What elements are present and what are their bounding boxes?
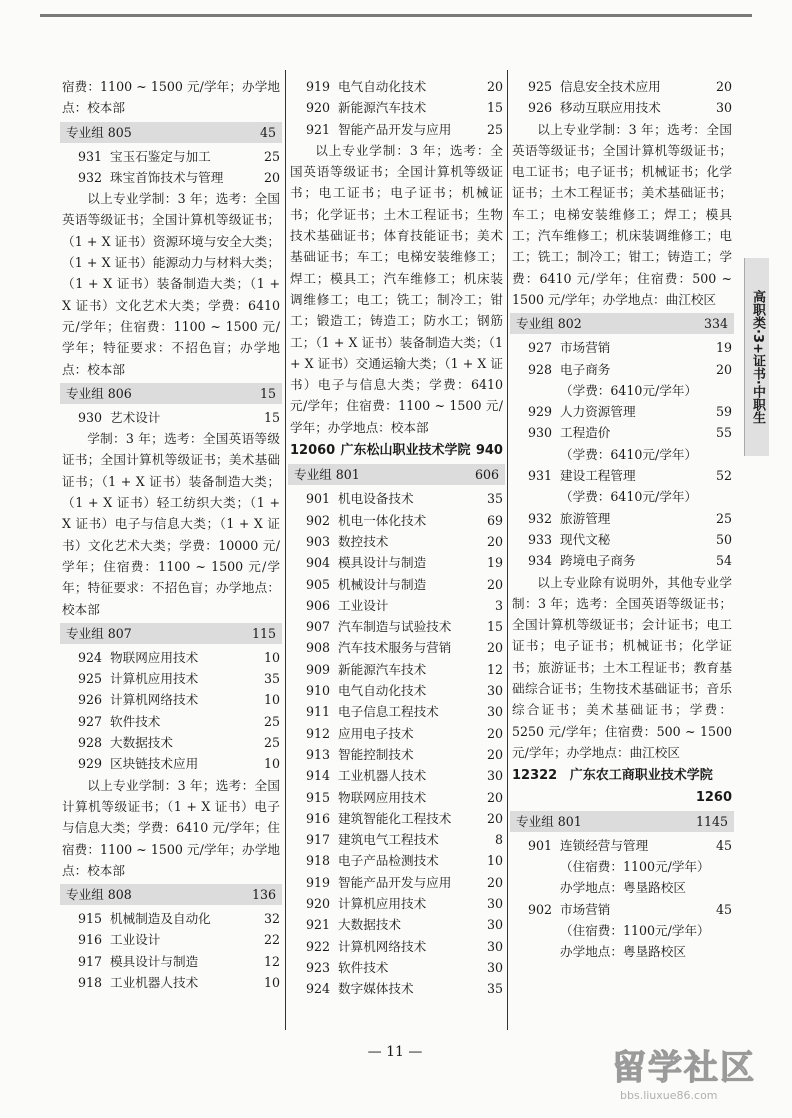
major-name: 计算机网络技术 bbox=[338, 938, 427, 954]
list-item bbox=[62, 647, 280, 668]
list-item bbox=[290, 957, 503, 978]
group-label: 专业组 801 bbox=[516, 813, 582, 829]
major-count: 20 bbox=[263, 169, 280, 185]
major-count: 12 bbox=[263, 953, 280, 969]
major-code: 928 bbox=[527, 361, 552, 377]
major-code: 923 bbox=[305, 959, 330, 975]
major-name: 信息安全技术应用 bbox=[560, 79, 661, 94]
major-count: 30 bbox=[486, 938, 503, 954]
school-code: 12060 bbox=[290, 443, 336, 459]
list-item bbox=[290, 872, 503, 893]
major-code: 924 bbox=[77, 649, 102, 665]
list-item bbox=[62, 711, 280, 732]
group-header-808 bbox=[60, 884, 282, 905]
major-name: 机械制造及自动化 bbox=[110, 911, 211, 927]
major-count: 25 bbox=[263, 148, 280, 164]
major-code: 917 bbox=[305, 832, 330, 848]
major-name: 计算机网络技术 bbox=[110, 692, 199, 708]
major-count: 45 bbox=[715, 901, 732, 917]
major-count: 35 bbox=[486, 981, 503, 997]
list-item bbox=[290, 893, 503, 914]
major-name: 数控技术 bbox=[338, 533, 389, 549]
major-count: 30 bbox=[486, 704, 503, 720]
major-code: 909 bbox=[305, 661, 330, 677]
major-name: 模具设计与制造 bbox=[110, 953, 199, 969]
major-count: 30 bbox=[486, 917, 503, 933]
major-code: 927 bbox=[77, 713, 102, 729]
major-code: 913 bbox=[305, 746, 330, 762]
major-code: 918 bbox=[77, 974, 102, 990]
major-code: 901 bbox=[305, 491, 330, 507]
major-code: 931 bbox=[77, 148, 102, 164]
major-code: 911 bbox=[305, 704, 330, 720]
major-name: 机电设备技术 bbox=[338, 491, 414, 507]
list-item bbox=[62, 929, 280, 950]
major-code: 924 bbox=[305, 981, 330, 997]
paragraph-805: 以上专业学制：3 年；选考：全国英语等级证书；全国计算机等级证书；（1 + X 证书）资源环境与安全大类；（1 + X 证书）能源动力与材料大类；（1 + X 证书）装备制造大类；（1 + X 证书）文化艺术大类；学费：6410 元/学年；住宿费：1100 ~ 1500 元/学年；特征要求：不招色盲；办学地点：校本部 bbox=[62, 191, 280, 377]
list-item bbox=[290, 808, 503, 829]
major-count: 19 bbox=[715, 340, 732, 356]
major-count: 15 bbox=[486, 619, 503, 635]
side-tab: 高职类·3+证书·中职生 bbox=[744, 258, 769, 456]
major-count: 45 bbox=[715, 837, 732, 853]
major-count: 15 bbox=[263, 409, 280, 425]
major-code: 929 bbox=[77, 756, 102, 772]
major-count: 59 bbox=[715, 404, 732, 420]
major-code: 931 bbox=[527, 468, 552, 484]
school-code: 12322 bbox=[512, 768, 558, 784]
watermark-url: bbs.liuxue86.com bbox=[620, 1089, 718, 1102]
school-total: 940 bbox=[475, 443, 503, 459]
group-header-806 bbox=[60, 383, 282, 404]
major-count: 12 bbox=[486, 661, 503, 677]
major-code: 915 bbox=[305, 789, 330, 805]
top-rule bbox=[40, 14, 752, 17]
list-item bbox=[290, 723, 503, 744]
major-code: 902 bbox=[527, 901, 552, 917]
major-name: 汽车技术服务与营销 bbox=[338, 640, 452, 656]
major-count: 20 bbox=[715, 361, 732, 377]
list-801-b bbox=[512, 835, 732, 963]
major-name: 汽车制造与试验技术 bbox=[338, 619, 452, 635]
list-item bbox=[290, 76, 503, 97]
major-name: 工业设计 bbox=[110, 932, 161, 948]
major-code: 930 bbox=[77, 409, 102, 425]
major-count: 3 bbox=[494, 597, 503, 613]
major-name: 机械设计与制造 bbox=[338, 576, 427, 592]
major-code: 919 bbox=[305, 874, 330, 890]
school-total: 1260 bbox=[695, 789, 732, 805]
major-code: 916 bbox=[77, 932, 102, 948]
group-header-801-b bbox=[510, 811, 734, 832]
list-item bbox=[290, 574, 503, 595]
list-item bbox=[290, 680, 503, 701]
major-name: 区块链技术应用 bbox=[110, 756, 199, 772]
group-label: 专业组 806 bbox=[66, 385, 132, 401]
major-count: 10 bbox=[263, 756, 280, 772]
major-name: 市场营销 bbox=[560, 340, 611, 356]
list-item bbox=[62, 146, 280, 167]
major-code: 920 bbox=[305, 895, 330, 911]
major-code: 902 bbox=[305, 512, 330, 528]
major-count: 20 bbox=[486, 533, 503, 549]
major-note: 办学地点：粤垦路校区 bbox=[560, 880, 686, 896]
list-item bbox=[62, 167, 280, 188]
school-name: 广东松山职业技术学院 bbox=[340, 443, 471, 459]
major-code: 930 bbox=[527, 425, 552, 441]
major-code: 921 bbox=[305, 917, 330, 933]
list-item bbox=[512, 337, 732, 358]
major-name: 电子产品检测技术 bbox=[338, 853, 439, 869]
major-name: 物联网应用技术 bbox=[110, 649, 199, 665]
list-item bbox=[512, 359, 732, 380]
paragraph-801: 以上专业学制：3 年；选考：全国英语等级证书；全国计算机等级证书；电工证书；电子证书；机械证书；化学证书；土木工程证书；美术基础证书；车工；电梯安装维修工；焊工；模具工；汽车维修工；机床装调维修工；电工；铣工；制冷工；钳工；铸造工；学费：6410 元/学年；住宿费：500 ~ 1500 元/学年；办学地点：曲江校区 bbox=[512, 121, 732, 307]
major-name: 艺术设计 bbox=[110, 409, 161, 425]
group-label: 专业组 807 bbox=[66, 625, 132, 641]
list-item bbox=[290, 914, 503, 935]
list-item bbox=[290, 744, 503, 765]
school-heading-12322 bbox=[512, 765, 732, 808]
major-code: 932 bbox=[527, 510, 552, 526]
major-code: 922 bbox=[305, 938, 330, 954]
list-item bbox=[290, 488, 503, 509]
list-item bbox=[290, 552, 503, 573]
major-count: 20 bbox=[486, 789, 503, 805]
list-item bbox=[62, 732, 280, 753]
major-note: （住宿费：1100元/学年） bbox=[560, 922, 710, 938]
major-name: 新能源汽车技术 bbox=[338, 100, 427, 116]
list-item bbox=[512, 899, 732, 920]
major-count: 25 bbox=[263, 713, 280, 729]
list-item bbox=[290, 595, 503, 616]
major-count: 22 bbox=[263, 932, 280, 948]
major-count: 25 bbox=[263, 735, 280, 751]
major-name: 智能产品开发与应用 bbox=[338, 121, 452, 137]
major-code: 918 bbox=[305, 853, 330, 869]
major-code: 926 bbox=[77, 692, 102, 708]
major-code: 912 bbox=[305, 725, 330, 741]
group-label: 专业组 805 bbox=[66, 124, 132, 140]
major-code: 905 bbox=[305, 576, 330, 592]
major-count: 19 bbox=[486, 555, 503, 571]
column-1 bbox=[62, 76, 280, 993]
major-name: 机电一体化技术 bbox=[338, 512, 427, 528]
major-count: 35 bbox=[486, 491, 503, 507]
major-count: 10 bbox=[263, 692, 280, 708]
group-label: 专业组 802 bbox=[516, 316, 582, 332]
major-note: （学费：6410元/学年） bbox=[560, 489, 698, 505]
major-note: （学费：6410元/学年） bbox=[560, 382, 698, 398]
major-code: 929 bbox=[527, 404, 552, 420]
list-item bbox=[290, 510, 503, 531]
major-count: 20 bbox=[486, 79, 503, 94]
major-count: 15 bbox=[486, 100, 503, 116]
list-item bbox=[290, 119, 503, 140]
major-name: 跨境电子商务 bbox=[560, 553, 636, 569]
major-count: 20 bbox=[486, 746, 503, 762]
major-count: 30 bbox=[715, 100, 732, 116]
list-item bbox=[512, 465, 732, 486]
major-count: 30 bbox=[486, 683, 503, 699]
major-name: 移动互联应用技术 bbox=[560, 100, 661, 116]
list-item bbox=[290, 978, 503, 999]
major-count: 25 bbox=[715, 510, 732, 526]
major-name: 电气自动化技术 bbox=[338, 683, 427, 699]
major-name: 工业机器人技术 bbox=[338, 768, 427, 784]
major-count: 32 bbox=[263, 911, 280, 927]
list-item bbox=[290, 531, 503, 552]
major-code: 927 bbox=[527, 340, 552, 356]
list-item bbox=[62, 407, 280, 428]
column-3 bbox=[512, 76, 732, 963]
major-name: 旅游管理 bbox=[560, 510, 611, 526]
major-name: 连锁经营与管理 bbox=[560, 837, 649, 853]
group-header-801 bbox=[288, 464, 505, 485]
major-name: 新能源汽车技术 bbox=[338, 661, 427, 677]
list-item bbox=[512, 835, 732, 856]
major-name: 大数据技术 bbox=[110, 735, 173, 751]
major-count: 30 bbox=[486, 895, 503, 911]
major-code: 901 bbox=[527, 837, 552, 853]
group-count: 1145 bbox=[695, 813, 728, 829]
major-name: 工业设计 bbox=[338, 597, 389, 613]
major-name: 智能控制技术 bbox=[338, 746, 414, 762]
major-count: 50 bbox=[715, 531, 732, 547]
list-808-continued bbox=[290, 76, 503, 140]
group-count: 45 bbox=[259, 124, 276, 140]
group-count: 334 bbox=[703, 316, 728, 332]
major-code: 934 bbox=[527, 553, 552, 569]
major-code: 917 bbox=[77, 953, 102, 969]
list-805 bbox=[62, 146, 280, 189]
major-note: （住宿费：1100元/学年） bbox=[560, 859, 710, 875]
major-note: 办学地点：粤垦路校区 bbox=[560, 944, 686, 960]
major-name: 计算机应用技术 bbox=[110, 671, 199, 687]
list-item bbox=[512, 550, 732, 571]
group-count: 606 bbox=[474, 467, 499, 483]
major-count: 69 bbox=[486, 512, 503, 528]
major-name: 计算机应用技术 bbox=[338, 895, 427, 911]
major-count: 20 bbox=[486, 576, 503, 592]
major-count: 20 bbox=[486, 640, 503, 656]
major-count: 35 bbox=[263, 671, 280, 687]
group-count: 15 bbox=[259, 385, 276, 401]
list-801-continued bbox=[512, 76, 732, 119]
paragraph-808: 以上专业学制：3 年；选考：全国英语等级证书；全国计算机等级证书；电工证书；电子证书；机械证书；化学证书；土木工程证书；生物技术基础证书；体育技能证书；美术基础证书；车工；电梯安装维修工；焊工；模具工；汽车维修工；机床装调维修工；电工；铣工；制冷工；钳工；锻造工；铸造工；防水工；钢筋工；（1 + X 证书）装备制造大类；（1 + X 证书）交通运输大类；（1 + X 证书）电子与信息大类；学费：6410 元/学年；住宿费：1100 ~ 1500 元/学年；办学地点：校本部 bbox=[290, 142, 503, 435]
list-807 bbox=[62, 647, 280, 775]
list-item bbox=[512, 422, 732, 443]
group-header-802 bbox=[510, 313, 734, 334]
major-name: 电子商务 bbox=[560, 361, 611, 377]
list-item bbox=[62, 689, 280, 710]
major-code: 915 bbox=[77, 911, 102, 927]
major-count: 55 bbox=[715, 425, 732, 441]
major-name: 宝玉石鉴定与加工 bbox=[110, 148, 211, 164]
major-count: 25 bbox=[486, 121, 503, 137]
major-count: 10 bbox=[263, 974, 280, 990]
major-name: 电气自动化技术 bbox=[338, 79, 427, 94]
major-count: 54 bbox=[715, 553, 732, 569]
major-count: 8 bbox=[494, 832, 503, 848]
list-item bbox=[62, 972, 280, 993]
major-code: 933 bbox=[527, 531, 552, 547]
list-806 bbox=[62, 407, 280, 428]
major-note: （学费：6410元/学年） bbox=[560, 446, 698, 462]
major-name: 软件技术 bbox=[338, 959, 389, 975]
list-item bbox=[512, 508, 732, 529]
major-name: 建筑电气工程技术 bbox=[338, 832, 439, 848]
major-count: 20 bbox=[486, 725, 503, 741]
paragraph-802: 以上专业除有说明外，其他专业学制：3 年；选考：全国英语等级证书；全国计算机等级证书；会计证书；电工证书；电子证书；机械证书；化学证书；旅游证书；土木工程证书；教育基础综合证书；生物技术基础证书；音乐综合证书；美术基础证书；学费：5250 元/学年；住宿费：500 ~ 1500 元/学年；办学地点：曲江校区 bbox=[512, 574, 732, 760]
major-code: 932 bbox=[77, 169, 102, 185]
list-item bbox=[290, 850, 503, 871]
major-code: 928 bbox=[77, 735, 102, 751]
watermark-text: 留学社区 bbox=[612, 1048, 756, 1088]
major-name: 现代文秘 bbox=[560, 531, 611, 547]
major-count: 20 bbox=[486, 874, 503, 890]
group-label: 专业组 801 bbox=[294, 467, 360, 483]
column-divider bbox=[285, 70, 286, 1030]
paragraph-807: 以上专业学制：3 年；选考：全国计算机等级证书；（1 + X 证书）电子与信息大类；学费：6410 元/学年；住宿费：1100 ~ 1500 元/学年；办学地点：校本部 bbox=[62, 777, 280, 878]
school-heading-12060 bbox=[290, 440, 503, 461]
list-item bbox=[290, 936, 503, 957]
major-code: 903 bbox=[305, 533, 330, 549]
group-count: 136 bbox=[251, 887, 276, 903]
major-name: 数字媒体技术 bbox=[338, 981, 414, 997]
list-item bbox=[290, 829, 503, 850]
major-count: 20 bbox=[486, 810, 503, 826]
list-item bbox=[512, 529, 732, 550]
list-item bbox=[290, 659, 503, 680]
major-count: 20 bbox=[715, 79, 732, 94]
list-item bbox=[290, 787, 503, 808]
major-code: 906 bbox=[305, 597, 330, 613]
major-code: 919 bbox=[305, 79, 330, 94]
major-name: 物联网应用技术 bbox=[338, 789, 427, 805]
list-item bbox=[62, 668, 280, 689]
major-count: 10 bbox=[263, 649, 280, 665]
major-count: 30 bbox=[486, 768, 503, 784]
list-item bbox=[290, 637, 503, 658]
list-item bbox=[512, 97, 732, 118]
group-count: 115 bbox=[251, 625, 276, 641]
list-item bbox=[290, 701, 503, 722]
major-code: 910 bbox=[305, 683, 330, 699]
major-name: 建设工程管理 bbox=[560, 468, 636, 484]
major-name: 大数据技术 bbox=[338, 917, 401, 933]
major-name: 应用电子技术 bbox=[338, 725, 414, 741]
major-name: 工业机器人技术 bbox=[110, 974, 199, 990]
list-item bbox=[62, 951, 280, 972]
major-name: 电子信息工程技术 bbox=[338, 704, 439, 720]
major-code: 916 bbox=[305, 810, 330, 826]
list-item bbox=[62, 908, 280, 929]
school-name: 广东农工商职业技术学院 bbox=[569, 768, 713, 784]
list-item bbox=[512, 401, 732, 422]
major-code: 926 bbox=[527, 100, 552, 116]
list-808 bbox=[62, 908, 280, 993]
paragraph-806: 学制：3 年；选考：全国英语等级证书；全国计算机等级证书；美术基础证书；（1 + X 证书）装备制造大类；（1 + X 证书）轻工纺织大类；（1 + X 证书）电子与信息大类；（1 + X 证书）文化艺术大类；学费：10000 元/学年；住宿费：1100 ~ 1500 元/学年；特征要求：不招色盲；办学地点：校本部 bbox=[62, 431, 280, 617]
list-802 bbox=[512, 337, 732, 571]
major-name: 市场营销 bbox=[560, 901, 611, 917]
list-item bbox=[290, 765, 503, 786]
major-code: 921 bbox=[305, 121, 330, 137]
group-header-805 bbox=[60, 122, 282, 143]
major-count: 52 bbox=[715, 468, 732, 484]
major-code: 904 bbox=[305, 555, 330, 571]
page-number: — 11 — bbox=[367, 1044, 423, 1060]
paragraph-intro: 宿费：1100 ~ 1500 元/学年；办学地点：校本部 bbox=[62, 79, 280, 116]
major-count: 10 bbox=[486, 853, 503, 869]
group-label: 专业组 808 bbox=[66, 887, 132, 903]
major-code: 907 bbox=[305, 619, 330, 635]
list-item bbox=[290, 616, 503, 637]
major-name: 工程造价 bbox=[560, 425, 611, 441]
major-name: 智能产品开发与应用 bbox=[338, 874, 452, 890]
list-item bbox=[512, 76, 732, 97]
major-code: 925 bbox=[77, 671, 102, 687]
column-2 bbox=[290, 76, 503, 999]
watermark-logo bbox=[612, 1040, 782, 1110]
major-name: 人力资源管理 bbox=[560, 404, 636, 420]
major-name: 建筑智能化工程技术 bbox=[338, 810, 452, 826]
major-name: 软件技术 bbox=[110, 713, 161, 729]
major-name: 珠宝首饰技术与管理 bbox=[110, 169, 224, 185]
major-code: 908 bbox=[305, 640, 330, 656]
major-count: 30 bbox=[486, 959, 503, 975]
list-801 bbox=[290, 488, 503, 999]
group-header-807 bbox=[60, 623, 282, 644]
major-name: 模具设计与制造 bbox=[338, 555, 427, 571]
list-item bbox=[290, 97, 503, 118]
major-code: 914 bbox=[305, 768, 330, 784]
list-item bbox=[62, 753, 280, 774]
column-divider bbox=[507, 70, 508, 1030]
major-code: 925 bbox=[527, 79, 552, 94]
major-code: 920 bbox=[305, 100, 330, 116]
